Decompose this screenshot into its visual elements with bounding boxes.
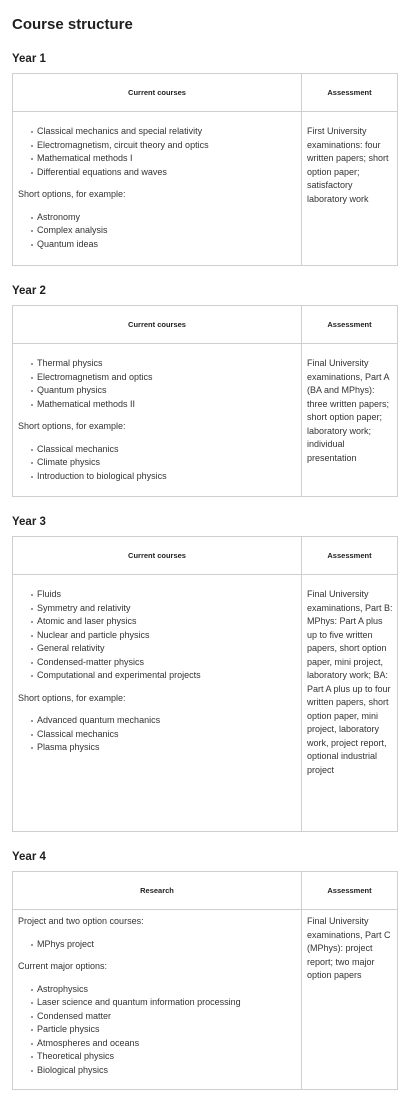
option-item: Particle physics <box>32 1023 293 1037</box>
assessment-header: Assessment <box>302 537 397 575</box>
short-options-label: Short options, for example: <box>18 421 126 431</box>
year-2-assessment: Final University examinations, Part A (BA and MPhys): three written papers; short option paper; laboratory work; individual presentation <box>307 358 390 463</box>
option-item: Introduction to biological physics <box>32 470 293 484</box>
course-item: Electromagnetism, circuit theory and optics <box>32 139 293 153</box>
year-2-table <box>12 305 398 497</box>
current-courses-header: Current courses <box>13 537 302 575</box>
course-item: Electromagnetism and optics <box>32 371 293 385</box>
course-item: Differential equations and waves <box>32 166 293 180</box>
option-item: Climate physics <box>32 456 293 470</box>
project-list <box>18 938 293 952</box>
option-item: Biological physics <box>32 1064 293 1078</box>
course-item: Thermal physics <box>32 357 293 371</box>
option-list <box>18 443 293 484</box>
course-item: Atomic and laser physics <box>32 615 293 629</box>
short-options-label: Short options, for example: <box>18 692 126 703</box>
project-intro: Project and two option courses: <box>18 916 144 926</box>
option-item: Astronomy <box>32 211 293 225</box>
course-item: General relativity <box>32 642 293 656</box>
option-item: Classical mechanics <box>32 728 293 742</box>
option-item: Quantum ideas <box>32 238 293 252</box>
option-item: Theoretical physics <box>32 1050 293 1064</box>
course-list <box>18 588 293 683</box>
year-3-assessment: Final University examinations, Part B: MPhys: Part A plus up to five written papers, short option paper, mini project, laboratory work; BA: Part A plus up to four written papers, short option paper, mini project, laboratory work, project report, optional industrial project <box>307 589 393 775</box>
major-options-label: Current major options: <box>18 961 108 971</box>
course-item: Nuclear and particle physics <box>32 629 293 643</box>
course-item: Condensed-matter physics <box>32 656 293 670</box>
course-list <box>18 357 293 411</box>
course-item: Mathematical methods I <box>32 152 293 166</box>
option-item: Condensed matter <box>32 1010 293 1024</box>
option-list <box>18 983 293 1078</box>
year-1-table <box>12 73 398 266</box>
option-item: Laser science and quantum information processing <box>32 996 293 1010</box>
current-courses-header: Current courses <box>13 74 302 112</box>
short-options-label: Short options, for example: <box>18 189 126 199</box>
year-3-courses-cell <box>13 575 302 831</box>
year-1-assessment: First University examinations: four written papers; short option paper; satisfactory laboratory work <box>307 126 389 204</box>
option-list <box>18 714 293 755</box>
option-item: Classical mechanics <box>32 443 293 457</box>
year-4-assessment: Final University examinations, Part C (MPhys): project report; two major option papers <box>307 916 391 980</box>
course-item: Classical mechanics and special relativity <box>32 125 293 139</box>
course-list <box>18 125 293 179</box>
assessment-header: Assessment <box>302 306 397 344</box>
year-4-heading: Year 4 <box>12 851 46 863</box>
year-1-heading: Year 1 <box>12 53 46 65</box>
option-list <box>18 211 293 252</box>
year-4-research-cell <box>13 910 302 1089</box>
current-courses-header: Current courses <box>13 306 302 344</box>
assessment-header: Assessment <box>302 74 397 112</box>
course-item: Fluids <box>32 588 293 602</box>
option-item: Complex analysis <box>32 224 293 238</box>
page-title: Course structure <box>12 16 133 33</box>
year-3-table <box>12 536 398 832</box>
option-item: Plasma physics <box>32 741 293 755</box>
year-3-heading: Year 3 <box>12 516 46 528</box>
option-item: Astrophysics <box>32 983 293 997</box>
year-2-courses-cell <box>13 344 302 496</box>
year-1-courses-cell <box>13 112 302 265</box>
option-item: Advanced quantum mechanics <box>32 714 293 728</box>
course-item: Quantum physics <box>32 384 293 398</box>
project-item: MPhys project <box>32 938 293 952</box>
course-item: Mathematical methods II <box>32 398 293 412</box>
option-item: Atmospheres and oceans <box>32 1037 293 1051</box>
year-4-table <box>12 871 398 1090</box>
year-2-heading: Year 2 <box>12 285 46 297</box>
course-item: Symmetry and relativity <box>32 602 293 616</box>
course-item: Computational and experimental projects <box>32 669 293 683</box>
assessment-header: Assessment <box>302 872 397 910</box>
research-header: Research <box>13 872 302 910</box>
